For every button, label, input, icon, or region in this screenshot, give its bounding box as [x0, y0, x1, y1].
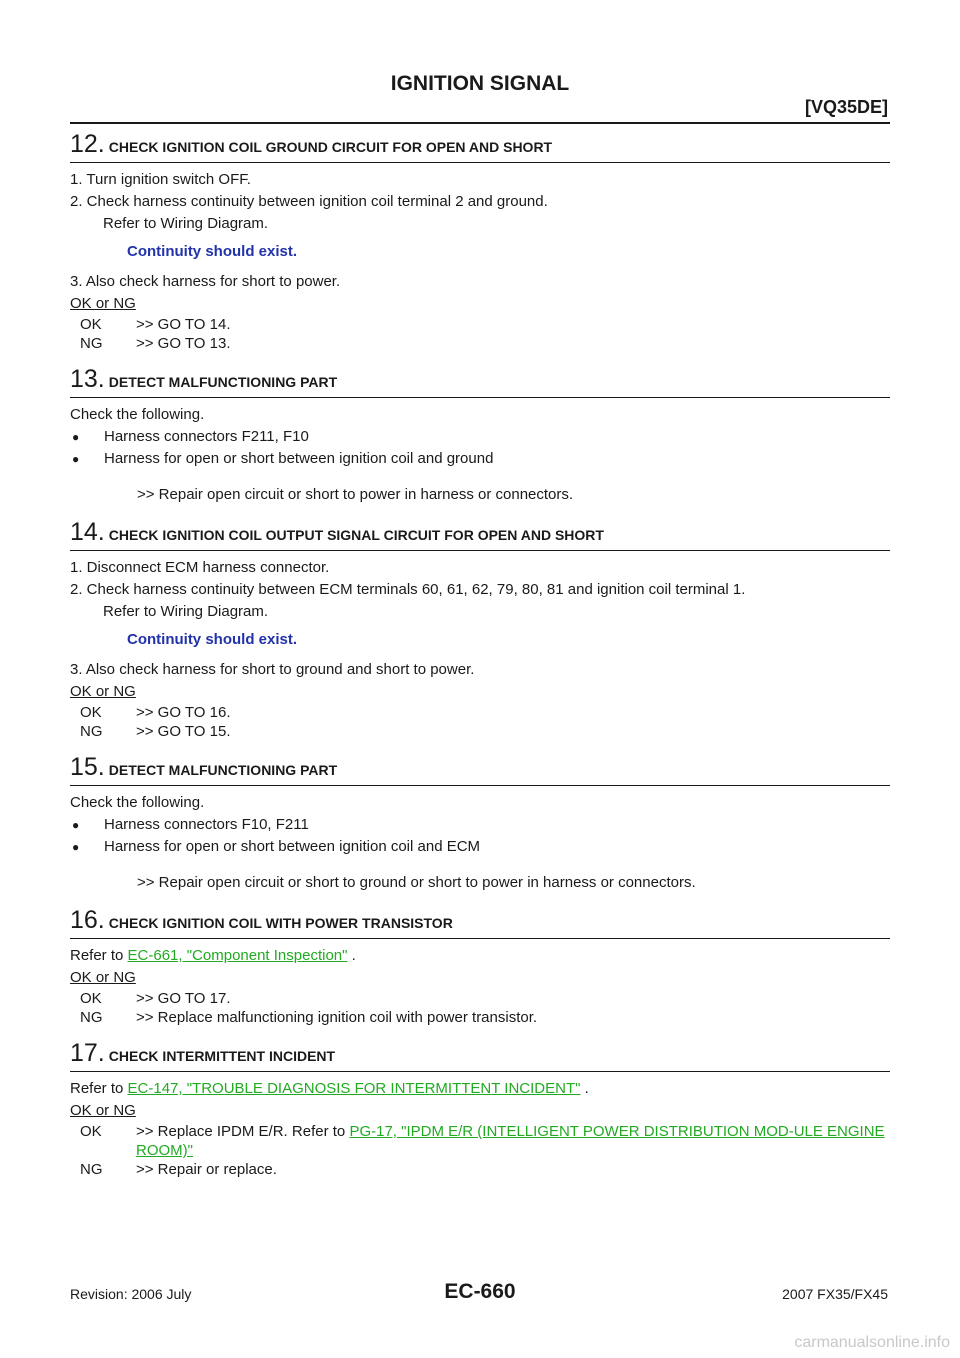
- step-title: CHECK IGNITION COIL GROUND CIRCUIT FOR OPEN AND SHORT: [108, 139, 553, 155]
- step-17: [70, 1039, 890, 1187]
- step-14-heading: [70, 518, 890, 551]
- result-ng: [70, 722, 890, 741]
- instruction-line: 1. Turn ignition switch OFF.: [70, 171, 251, 188]
- step-15-heading: [70, 753, 890, 786]
- step-number: 17.: [70, 1039, 105, 1067]
- result-code: NG: [80, 335, 103, 352]
- instruction-line: Refer to Wiring Diagram.: [103, 215, 269, 232]
- result-code: NG: [80, 1009, 103, 1026]
- intermittent-incident-link[interactable]: EC-147, "TROUBLE DIAGNOSIS FOR INTERMITTENT INCIDENT": [127, 1080, 581, 1097]
- repair-action: >> Repair open circuit or short to ground or short to power in harness or connectors.: [137, 874, 696, 891]
- bullet-icon: ●: [72, 452, 80, 466]
- step-title: DETECT MALFUNCTIONING PART: [108, 374, 338, 390]
- result-text: >> GO TO 16.: [136, 704, 231, 721]
- bullet-text: Harness connectors F10, F211: [104, 816, 309, 833]
- bullet-text: Harness for open or short between ignition coil and ECM: [104, 838, 481, 855]
- bullet-item: [70, 814, 890, 836]
- result-ng: [70, 1160, 890, 1179]
- bullet-icon: ●: [72, 430, 80, 444]
- result-text: >> Replace malfunctioning ignition coil with power transistor.: [136, 1009, 538, 1026]
- result-ng: [70, 1008, 890, 1027]
- step-title: CHECK INTERMITTENT INCIDENT: [108, 1048, 336, 1064]
- step-16: [70, 906, 890, 1035]
- result-text: [136, 1122, 890, 1160]
- result-ok: [70, 1122, 890, 1160]
- step-17-body: [70, 1072, 890, 1187]
- ipdm-er-link[interactable]: PG-17, "IPDM E/R (INTELLIGENT POWER DISTRIBUTION MOD-ULE ENGINE ROOM)": [136, 1123, 885, 1159]
- bullet-icon: ●: [72, 840, 80, 854]
- step-number: 16.: [70, 906, 105, 934]
- engine-code: [VQ35DE]: [804, 97, 888, 117]
- step-16-heading: [70, 906, 890, 939]
- refer-prefix: Refer to: [70, 1080, 124, 1097]
- bullet-text: Harness for open or short between ignition coil and ground: [104, 450, 494, 467]
- step-title: CHECK IGNITION COIL WITH POWER TRANSISTOR: [108, 915, 453, 931]
- procedure-content: [70, 126, 890, 1187]
- step-16-body: [70, 939, 890, 1035]
- instruction-line: Check the following.: [70, 406, 205, 423]
- result-code: NG: [80, 1161, 103, 1178]
- refer-prefix: Refer to: [70, 947, 124, 964]
- watermark: carmanualsonline.info: [794, 1334, 950, 1351]
- ok-or-ng-label: OK or NG: [70, 295, 136, 312]
- step-15-body: [70, 786, 890, 902]
- step-title: DETECT MALFUNCTIONING PART: [108, 762, 338, 778]
- step-14-body: [70, 551, 890, 749]
- instruction-line: 3. Also check harness for short to power.: [70, 273, 341, 290]
- footer-model: 2007 FX35/FX45: [782, 1286, 888, 1302]
- step-12-heading: [70, 130, 890, 163]
- result-text: >> GO TO 17.: [136, 990, 231, 1007]
- result-ok: [70, 703, 890, 722]
- page-title: IGNITION SIGNAL: [390, 72, 570, 95]
- step-title: CHECK IGNITION COIL OUTPUT SIGNAL CIRCUIT FOR OPEN AND SHORT: [108, 527, 604, 543]
- refer-suffix: .: [584, 1080, 589, 1097]
- step-number: 12.: [70, 130, 105, 158]
- step-number: 15.: [70, 753, 105, 781]
- ok-or-ng-label: OK or NG: [70, 1102, 136, 1119]
- instruction-line: 1. Disconnect ECM harness connector.: [70, 559, 330, 576]
- result-ok: [70, 989, 890, 1008]
- step-12: [70, 130, 890, 361]
- step-17-heading: [70, 1039, 890, 1072]
- bullet-icon: ●: [72, 818, 80, 832]
- repair-action: >> Repair open circuit or short to power in harness or connectors.: [137, 486, 574, 503]
- result-ok: [70, 315, 890, 334]
- bullet-text: Harness connectors F211, F10: [104, 428, 309, 445]
- result-ng: [70, 334, 890, 353]
- ok-or-ng-label: OK or NG: [70, 969, 136, 986]
- footer-revision: Revision: 2006 July: [70, 1286, 192, 1302]
- result-code: OK: [80, 704, 102, 721]
- result-code: OK: [80, 990, 102, 1007]
- instruction-line: 2. Check harness continuity between ignition coil terminal 2 and ground.: [70, 193, 548, 210]
- spec-text: Continuity should exist.: [127, 243, 298, 260]
- step-number: 13.: [70, 365, 105, 393]
- instruction-line: Check the following.: [70, 794, 205, 811]
- step-13-body: [70, 398, 890, 514]
- instruction-line: 2. Check harness continuity between ECM terminals 60, 61, 62, 79, 80, 81 and ignition coil terminal 1.: [70, 581, 746, 598]
- step-13: [70, 365, 890, 514]
- refer-suffix: .: [351, 947, 356, 964]
- component-inspection-link[interactable]: EC-661, "Component Inspection": [127, 947, 348, 964]
- step-number: 14.: [70, 518, 105, 546]
- step-12-body: [70, 163, 890, 361]
- header-rule: [70, 122, 890, 124]
- bullet-item: [70, 448, 890, 470]
- footer-page-number: EC-660: [444, 1280, 516, 1303]
- step-13-heading: [70, 365, 890, 398]
- spec-text: Continuity should exist.: [127, 631, 298, 648]
- refer-line: [70, 945, 890, 967]
- refer-line: [70, 1078, 890, 1100]
- result-text: >> GO TO 15.: [136, 723, 231, 740]
- result-text: >> GO TO 14.: [136, 316, 231, 333]
- result-text: >> Repair or replace.: [136, 1161, 277, 1178]
- bullet-item: [70, 426, 890, 448]
- step-14: [70, 518, 890, 749]
- result-code: NG: [80, 723, 103, 740]
- result-text: >> GO TO 13.: [136, 335, 231, 352]
- instruction-line: Refer to Wiring Diagram.: [103, 603, 269, 620]
- step-15: [70, 753, 890, 902]
- ok-or-ng-label: OK or NG: [70, 683, 136, 700]
- bullet-item: [70, 836, 890, 858]
- instruction-line: 3. Also check harness for short to ground and short to power.: [70, 661, 475, 678]
- result-code: OK: [80, 316, 102, 333]
- result-code: OK: [80, 1123, 102, 1140]
- result-text-prefix: >> Replace IPDM E/R. Refer to: [136, 1123, 346, 1140]
